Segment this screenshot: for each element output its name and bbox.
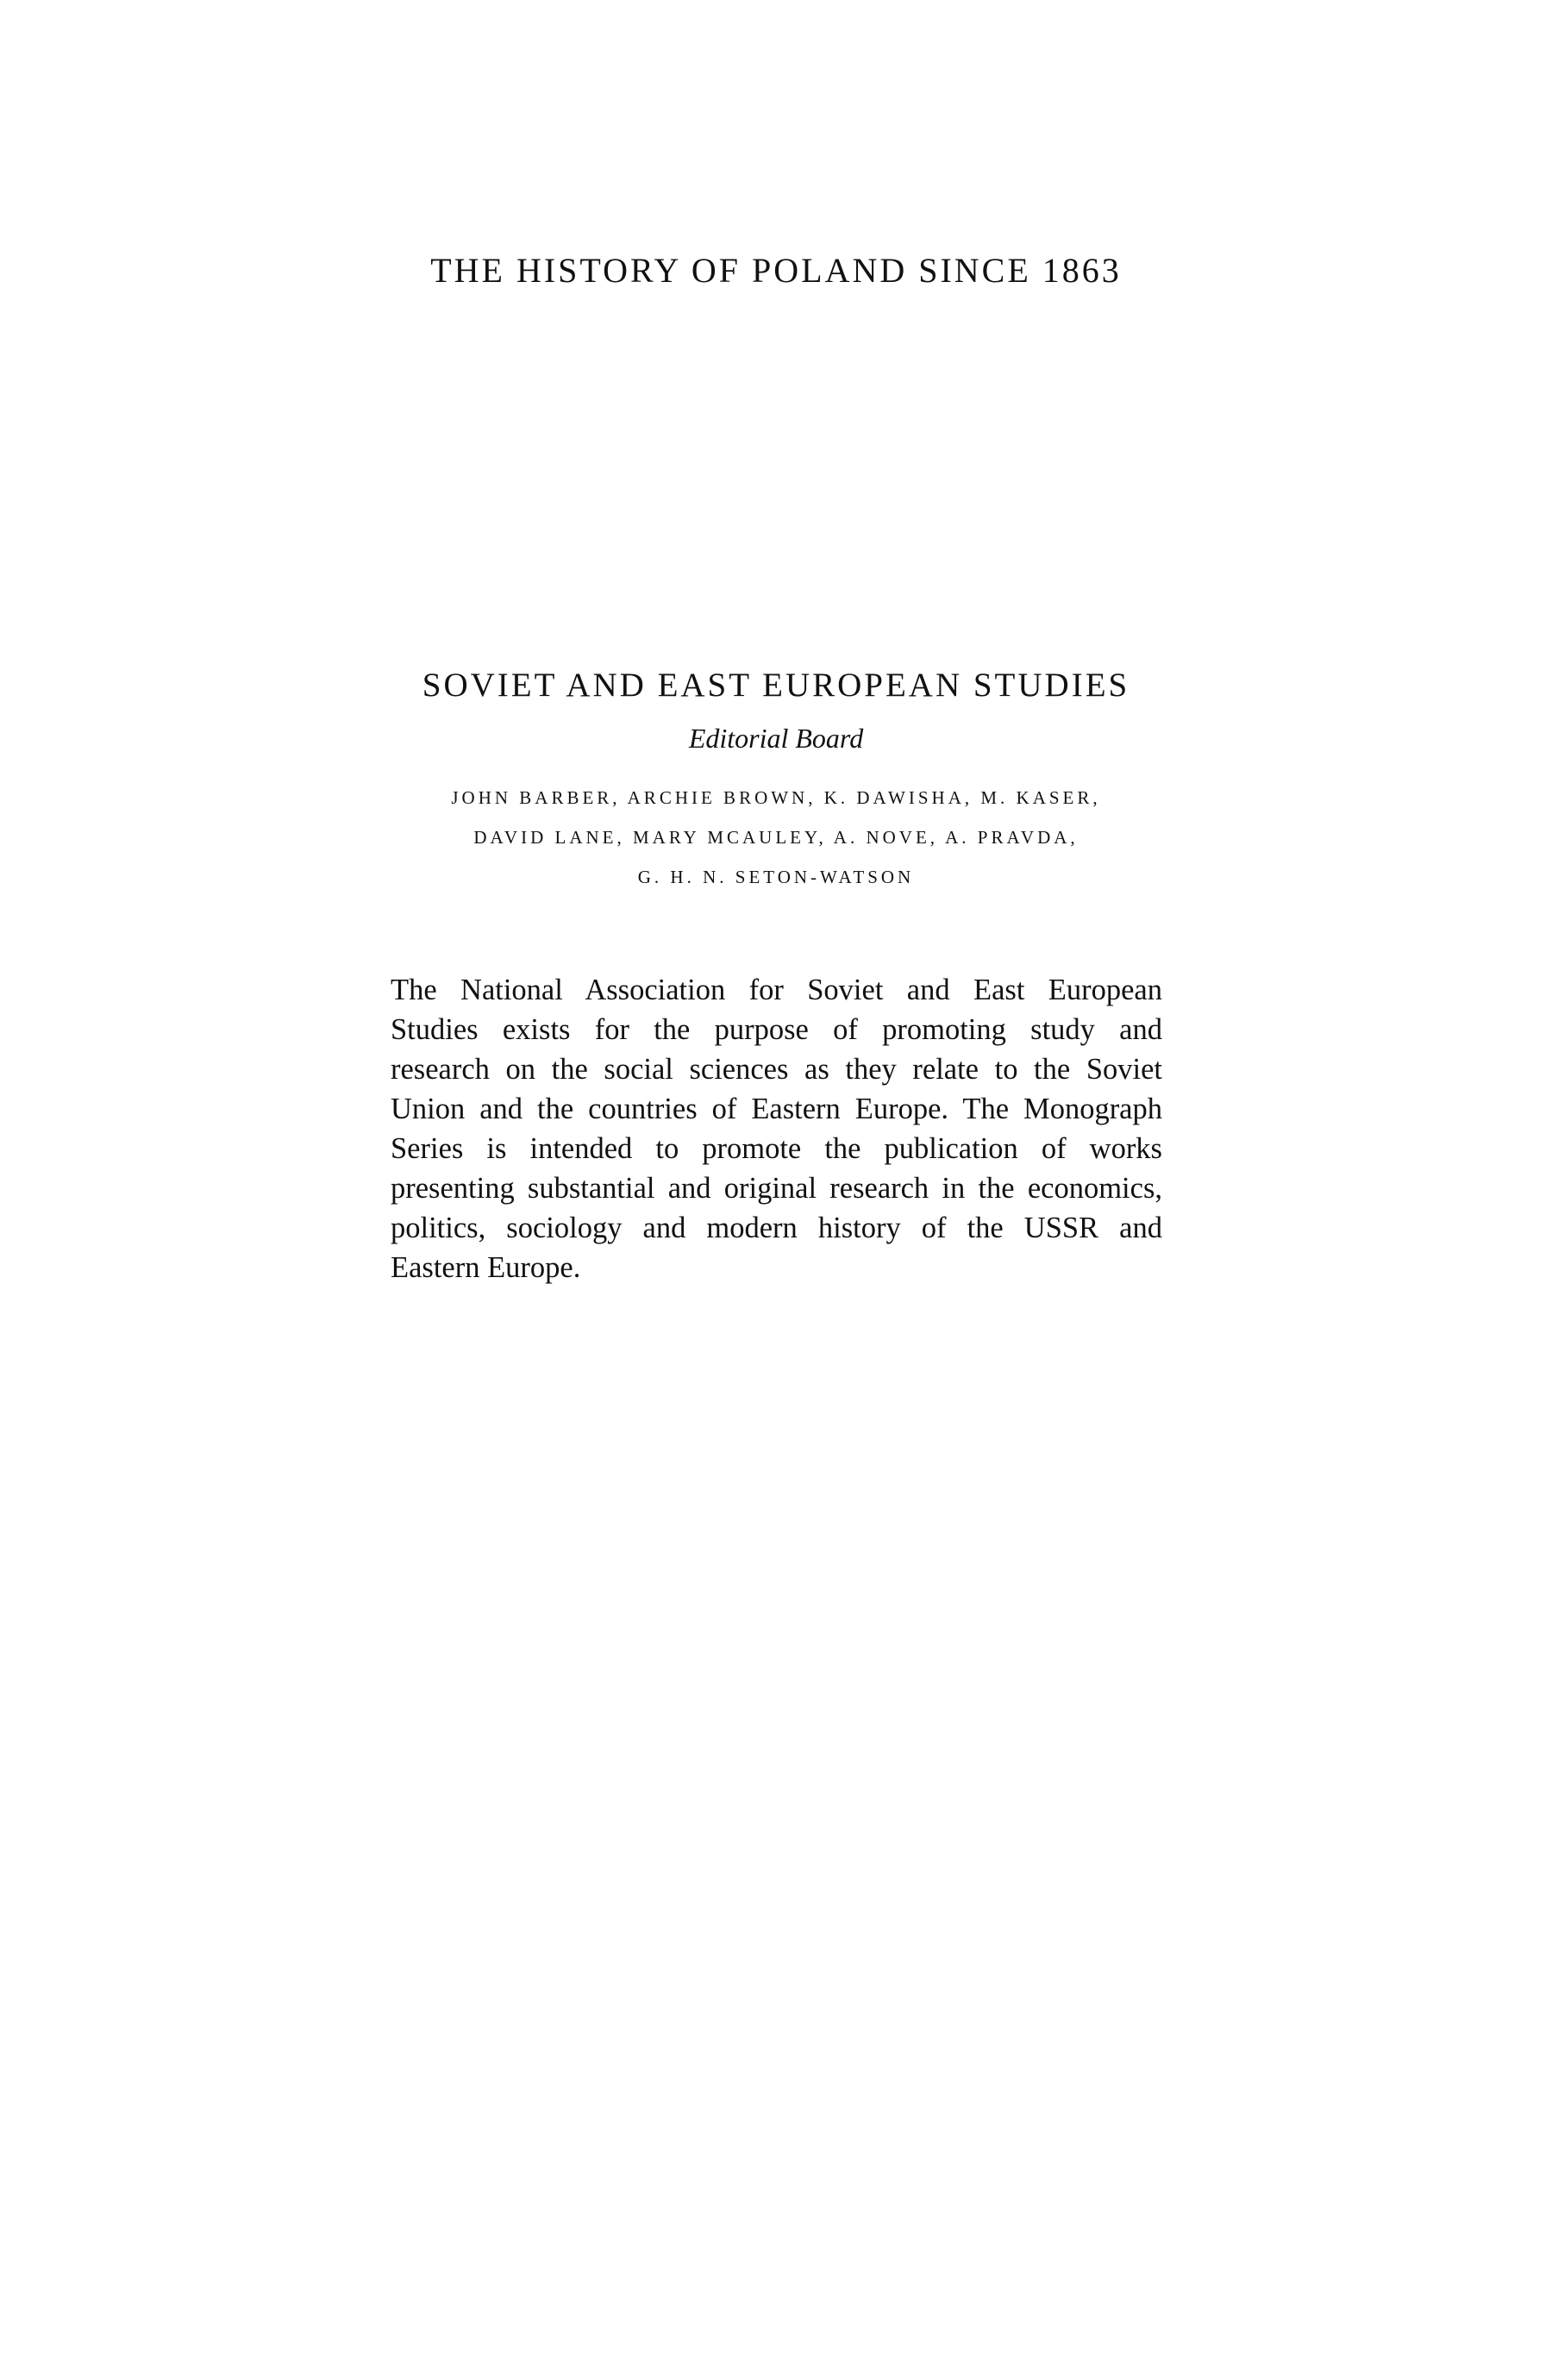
editorial-board-label: Editorial Board xyxy=(688,723,864,754)
board-member-line: DAVID LANE, MARY MCAULEY, A. NOVE, A. PRAVDA, xyxy=(473,827,1079,848)
series-title: SOVIET AND EAST EUROPEAN STUDIES xyxy=(422,667,1130,704)
board-member-line: JOHN BARBER, ARCHIE BROWN, K. DAWISHA, M. KASER, xyxy=(451,787,1101,808)
description-line: Series is intended to promote the publication of works xyxy=(391,1132,1162,1165)
description-line: politics, sociology and modern history of the USSR and xyxy=(391,1212,1162,1244)
description-line: Studies exists for the purpose of promoting study and xyxy=(391,1013,1162,1046)
series-description xyxy=(391,970,1162,1287)
board-member-line: G. H. N. SETON-WATSON xyxy=(637,867,915,887)
description-line: Union and the countries of Eastern Europe. The Monograph xyxy=(391,1093,1162,1125)
description-line: presenting substantial and original research in the economics, xyxy=(391,1172,1162,1205)
page-title: THE HISTORY OF POLAND SINCE 1863 xyxy=(430,251,1122,290)
description-line: The National Association for Soviet and East European xyxy=(391,974,1162,1006)
editorial-board-members xyxy=(0,778,1552,897)
description-line: Eastern Europe. xyxy=(391,1251,581,1284)
series-block xyxy=(0,664,1552,897)
description-line: research on the social sciences as they relate to the Soviet xyxy=(391,1053,1162,1086)
